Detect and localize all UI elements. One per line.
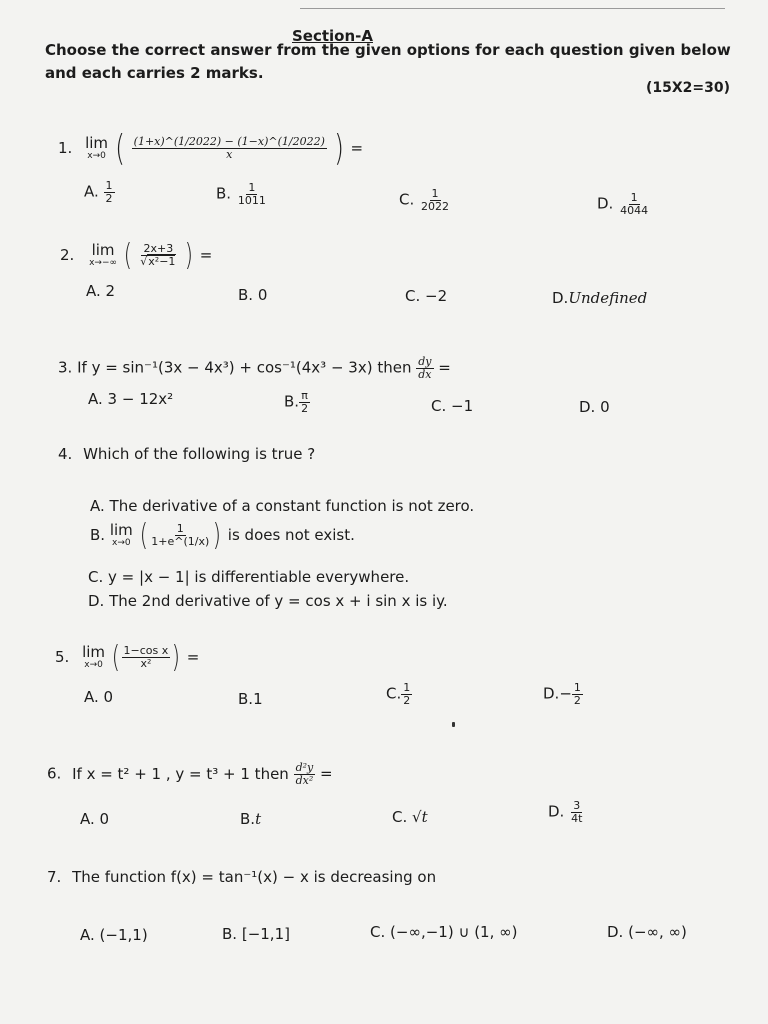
option-2b[interactable]: B. 0 (238, 286, 268, 304)
instruction-line-1: Choose the correct answer from the given options for each question given below (45, 41, 731, 59)
limit-label: lim (91, 241, 115, 260)
fraction-numerator: 2x+3 (143, 242, 174, 256)
option-5b[interactable]: B.1 (238, 690, 263, 708)
equals-sign: = (320, 764, 333, 783)
question-6 (47, 762, 333, 786)
option-3a[interactable]: A. 3 − 12x² (88, 390, 174, 408)
question-text: The function f(x) = tan⁻¹(x) − x is decreasing on (72, 868, 437, 886)
derivative-fraction: $\frac{\text{d²y}}{\text{dx²}}$ (295, 761, 314, 787)
limit-subscript: x→0 (87, 150, 106, 161)
option-1b[interactable] (216, 182, 268, 206)
option-5a[interactable]: A. 0 (84, 688, 114, 706)
option-3b[interactable]: B. $\frac{\pi}{2}$ (284, 389, 309, 415)
option-5c[interactable]: C. $\frac{1}{2}$ (386, 681, 411, 707)
equals-sign: = (186, 648, 200, 666)
equals-sign: = (350, 139, 364, 157)
option-7c[interactable]: C. (−∞,−1) ∪ (1, ∞) (370, 923, 518, 941)
option-1c[interactable] (399, 188, 451, 212)
option-fraction: $\frac{1}{4044}$ (620, 191, 649, 217)
question-text: If x = t² + 1 , y = t³ + 1 then (72, 764, 289, 783)
section-title: Section-A (292, 27, 373, 45)
question-number: 1. (58, 139, 73, 157)
option-7b[interactable]: B. [−1,1] (222, 925, 290, 943)
limit: lim x→0 (82, 643, 106, 670)
option-4a[interactable]: A. The derivative of a constant function is not zero. (90, 497, 475, 515)
question-number: 5. (55, 648, 70, 666)
option-6c[interactable]: C. √t (392, 808, 428, 826)
option-fraction: $\frac{1}{1+e\^{}(1/x)}$ (151, 522, 210, 548)
option-5d[interactable]: D.− $\frac{1}{2}$ (543, 681, 581, 707)
question-4 (58, 445, 315, 463)
fraction-denominator: √x²−1 (140, 255, 176, 268)
option-4c[interactable]: C. y = |x − 1| is differentiable everywhere. (88, 568, 410, 586)
option-7d[interactable]: D. (−∞, ∞) (607, 923, 687, 941)
option-6d[interactable]: D. $\frac{3}{4t}$ (548, 799, 583, 825)
question-3 (58, 356, 451, 380)
question-1 (58, 128, 363, 169)
question-text: Which of the following is true ? (83, 445, 316, 463)
option-1d[interactable] (597, 192, 650, 216)
fraction-denominator: x (226, 148, 233, 161)
question-number: 7. (47, 868, 62, 886)
question-text: If y = sin⁻¹(3x − 4x³) + cos⁻¹(4x³ − 3x) then (77, 358, 412, 377)
fraction (132, 136, 327, 160)
fraction: $\frac{\text{1−cos x}}{\text{x²}}$ (123, 644, 169, 670)
option-2a[interactable]: A. 2 (86, 282, 116, 300)
stray-mark (452, 722, 455, 727)
option-fraction: $\frac{1}{2022}$ (421, 187, 450, 213)
option-letter: C. (399, 190, 415, 209)
option-3d[interactable]: D. 0 (579, 398, 610, 416)
limit (85, 135, 108, 161)
fraction (138, 243, 178, 267)
limit-subscript: x→−∞ (89, 257, 117, 268)
left-paren: ( (123, 238, 132, 273)
option-6b[interactable]: B.t (240, 810, 262, 828)
option-3c[interactable]: C. −1 (431, 397, 474, 415)
derivative-fraction: $\frac{dy}{dx}$ (418, 355, 432, 381)
left-paren: ( (114, 128, 125, 169)
equals-sign: = (438, 358, 451, 377)
option-fraction: $\frac{1}{2}$ (105, 179, 113, 205)
question-number: 6. (47, 764, 62, 783)
option-2c[interactable]: C. −2 (405, 287, 448, 305)
question-2 (60, 238, 212, 273)
option-letter: B. (216, 184, 232, 203)
limit: lim x→0 (109, 521, 133, 548)
option-4b[interactable]: B. lim x→0 ( $\frac{1}{1+e\^{}(1/x)}$ ) is does not exist. (90, 518, 355, 553)
option-6a[interactable]: A. 0 (80, 810, 110, 828)
right-paren: ) (333, 128, 344, 169)
option-7a[interactable]: A. (−1,1) (80, 926, 148, 944)
option-letter: A. (84, 182, 99, 201)
question-7 (47, 868, 436, 886)
option-4d[interactable]: D. The 2nd derivative of y = cos x + i sin x is iy. (88, 592, 448, 610)
limit-label: lim (85, 134, 109, 153)
instruction-line-2: and each carries 2 marks. (45, 64, 264, 82)
equals-sign: = (199, 246, 213, 264)
question-number: 2. (60, 246, 75, 264)
limit (89, 242, 117, 268)
marks-total: (15X2=30) (646, 80, 731, 96)
option-2d[interactable]: D.Undefined (552, 289, 648, 307)
option-letter: D. (597, 194, 614, 213)
option-fraction: $\frac{1}{1011}$ (237, 181, 266, 207)
question-number: 3. (58, 358, 73, 377)
right-paren: ) (184, 238, 194, 273)
top-rule (300, 8, 725, 9)
fraction-numerator: (1+x)^(1/2022) − (1−x)^(1/2022) (133, 135, 325, 149)
question-5: 5. lim x→0 ( $\frac{\text{1−cos x}}{\text{x²}}$ ) = (55, 640, 200, 675)
option-1a[interactable] (84, 180, 115, 204)
question-number: 4. (58, 445, 73, 463)
